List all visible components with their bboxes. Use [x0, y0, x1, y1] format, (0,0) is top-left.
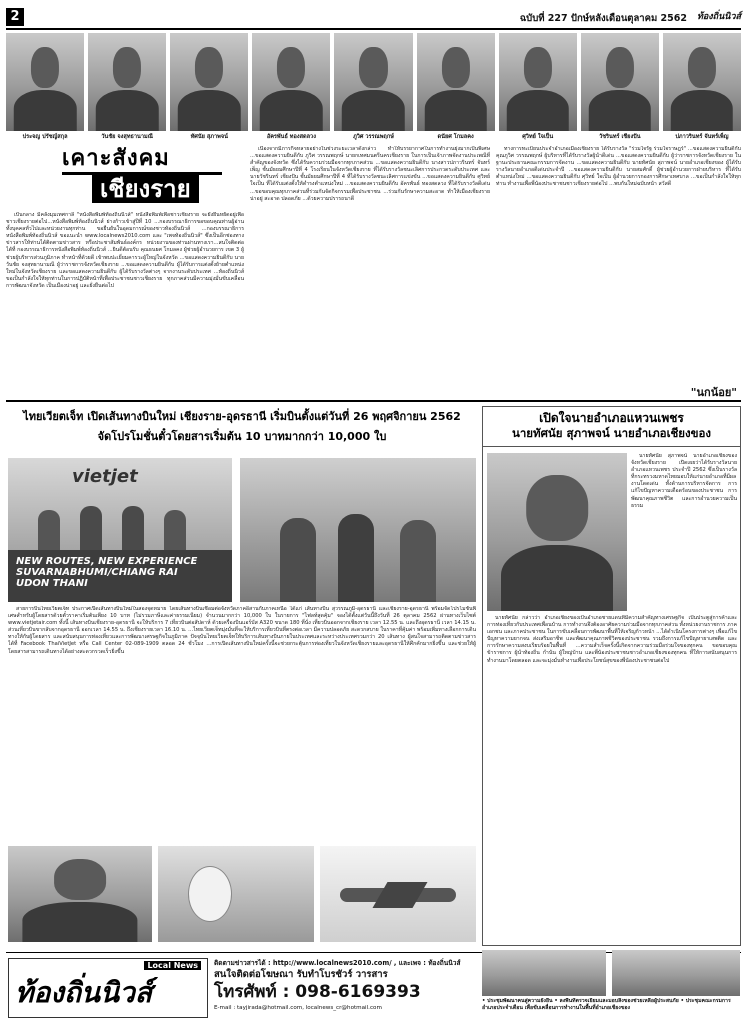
footer-logo [8, 958, 208, 1018]
portrait-caption: ประจญ ปรัชญ์สกุล [22, 134, 68, 140]
portrait-card [88, 33, 166, 143]
footer-email: E-mail : tayjirada@hotmail.com, localnews_cr@hotmail.com [214, 1005, 382, 1011]
footer-photo-caption: • ประชุมพัฒนาคนสู่ความยั่งยืน • ลงพื้นที่ตรวจเยี่ยมและมอบสิ่งของช่วยเหลือผู้ประสบภัย • ประชุมคณะกรมการอำเภอประจำเดือน เพื่อขับเคลื่อนการทำงานในพื้นที่อำเภอเชียงของ [482, 998, 731, 1011]
photo-event-1 [8, 846, 152, 942]
portrait-body [506, 90, 568, 131]
portrait-caption: ดนัยศ โกมลคง [437, 134, 474, 140]
portrait-head [442, 47, 470, 88]
article2-headline-box [483, 407, 740, 447]
footer-logo-main: ท้องถิ่นนิวส์ [15, 976, 152, 1009]
meeting-photo-1 [482, 950, 606, 996]
portrait-head [606, 47, 634, 88]
footer-phone-row [214, 981, 476, 1004]
portrait-head [524, 47, 552, 88]
page-number: 2 [6, 8, 24, 26]
portrait-photo [663, 33, 741, 131]
vietjet-photo-cabin [240, 458, 476, 602]
mascot-shape [188, 866, 232, 922]
article2-portrait [487, 453, 627, 611]
portrait-caption: ปภาวรินทร์ จันทร์เพ็ญ [675, 134, 729, 140]
banner-line-2: SUVARNABHUMI/CHIANG RAI [16, 567, 178, 578]
portrait-caption: อัครพันธ์ ทองสดลวง [266, 134, 316, 140]
header-rule [6, 28, 741, 30]
photo-event-2 [158, 846, 314, 942]
portrait-photo [88, 33, 166, 131]
phone-number: : 098-6169393 [282, 982, 421, 1002]
footer-ad-line: สนใจติดต่อโฆษณา รับทำโบรชัวร์ วารสาร [214, 969, 388, 980]
column-logo-top: เคาะสังคม [62, 146, 222, 175]
portrait-card [663, 33, 741, 143]
portrait-card [499, 33, 577, 143]
portrait-photo [417, 33, 495, 131]
section-rule [6, 400, 741, 402]
article2-body-top: นายทัศนัย สุภาพจน์ นายอำเภอเชียงของ จังหวัดเชียงราย เปิดเผยว่าได้รับรางวัลนายอำเภอแหวนเพชร ประจำปี 2562 ซึ่งเป็นรางวัลที่กระทรวงมหาดไทยมอบให้แก่นายอำเภอที่มีผลงานโดดเด่น ทั้งด้านการบริหารจัดการ การแก้ไขปัญหาความเดือดร้อนของประชาชน การพัฒนาคุณภาพชีวิต และการอำนวยความเป็นธรรม [631, 453, 737, 509]
column-body-right: ทางการทะเบียนประจำอำเภอเมืองเชียงราย ได้รับรางวัล "ร่วมใจรัฐ ร่วมใจราษฎร์" ...ขอแสดงความยินดีกับ คุณภูวิศ วรรณพฤกษ์ ผู้บริหารที่ได้รับรางวัลผู้นำดีเด่น ...ขอแสดงความยินดีกับ ผู้ว่าราชการจังหวัดเชียงราย ในฐานะประธานคณะกรรมการจัดงาน ...ขอแสดงความยินดีกับ นายทัศนัย สุภาพจน์ นายอำเภอเชียงของ ผู้ได้รับรางวัลนายอำเภอดีเด่นประจำปี ...ขอแสดงความยินดีกับ นายสมศักดิ์ ผู้ช่วยผู้อำนวยการฝ่ายบริหาร ที่ได้รับตำแหน่งใหม่ ...ขอแสดงความยินดีกับ ศุวิทย์ ใจเป็น ผู้อำนวยการกองการศึกษาเทศบาล ...ขอเป็นกำลังใจให้ทุกท่าน ทำงานเพื่อพี่น้องประชาชนชาวเชียงรายต่อไป ...พบกันใหม่ฉบับหน้า สวัสดี [496, 146, 741, 188]
article1-headline-2: จัดโปรโมชั่นตั๋วโดยสารเริ่มต้น 10 บาทมากกว่า 10,000 ใบ [97, 430, 387, 443]
banner-line-1: NEW ROUTES, NEW EXPERIENCE [16, 556, 198, 567]
footer-logo-tag: Local News [144, 961, 201, 970]
column-logo [62, 146, 222, 206]
portrait-body [96, 90, 158, 131]
portrait-body [178, 90, 240, 131]
portrait-photo [499, 33, 577, 131]
article2-headline-2: นายทัศนัย สุภาพจน์ นายอำเภอเชียงของ [511, 426, 712, 440]
phone-label: โทรศัพท์ [214, 982, 277, 1002]
portrait-head [277, 47, 305, 88]
portrait-photo [581, 33, 659, 131]
article1-headline-1: ไทยเวียตเจ็ท เปิดเส้นทางบินใหม่ เชียงราย-อุดรธานี เริ่มบินตั้งแต่วันที่ 26 พฤศจิกายน 2562 [23, 410, 461, 423]
header-logo: ท้องถิ่นนิวส์ [696, 12, 741, 22]
column-signature: "นกน้อย" [690, 386, 737, 399]
column-body-middle: เนื่องจากมีภารกิจหลายอย่างในช่วงระยะเวลาดังกล่าว ทำให้บรรยากาศในการทำงานยุ่งมากเป็นพิเศษ ...ขอแสดงความยินดีกับ ภูวิศ วรรณพฤกษ์ นายกเทศมนตรีนครเชียงราย ในการเป็นเจ้าภาพจัดงานประเพณีที่สำคัญของจังหวัด ซึ่งได้รับความร่วมมือจากทุกภาคส่วน ...ขอแสดงความยินดีกับ นางสาวปภาวรินทร์ จันทร์เพ็ญ ชั้นมัธยมศึกษาปีที่ 4 โรงเรียนในจังหวัดเชียงราย ที่ได้รับรางวัลชนะเลิศการประกวดระดับประเทศ และนายวัชรินทร์ เชียงปัน ชั้นมัธยมศึกษาปีที่ 4 ที่ได้รับรางวัลชนะเลิศการแข่งขัน ...ขอแสดงความยินดีกับ ศุวิทย์ ใจเป็น ที่ได้รับแต่งตั้งให้ดำรงตำแหน่งใหม่ ...ขอแสดงความยินดีกับ อัครพันธ์ ทองสดลวง ที่ได้รับรางวัลดีเด่น ...ขอขอบคุณทุกภาคส่วนที่ร่วมกันจัดกิจกรรมเพื่อประชาชน ...ร่วมกันรักษาความสะอาด ทำให้เมืองเชียงรายน่าอยู่ สะอาด ปลอดภัย ...ด้วยความปรารถนาดี [250, 146, 490, 202]
portrait-caption: ศุวิทย์ ใจเป็น [522, 134, 554, 140]
portrait-head [113, 47, 141, 88]
portrait-photo [6, 33, 84, 131]
portrait-card [6, 33, 84, 143]
portrait-body [342, 90, 404, 131]
portrait-body [424, 90, 486, 131]
banner-line-3: UDON THANI [16, 578, 88, 589]
article2-headline-1: เปิดใจนายอำเภอแหวนเพชร [539, 411, 684, 425]
portrait-caption: วันชัย จงสุทธานามณี [101, 134, 153, 140]
passenger-figure [280, 518, 316, 602]
portrait-body [671, 90, 733, 131]
portrait-card [252, 33, 330, 143]
article2-box [482, 406, 741, 946]
portrait-head [195, 47, 223, 88]
meeting-photo-2 [612, 950, 740, 996]
vietjet-photo-crew [8, 458, 232, 602]
portrait-head [359, 47, 387, 88]
portrait-head [31, 47, 59, 88]
portrait-head [688, 47, 716, 88]
portrait-caption: วัชรินทร์ เชียงปัน [599, 134, 641, 140]
footer-photo-box [482, 950, 741, 1020]
page-header [6, 6, 741, 28]
vietjet-logo: vietjet [72, 466, 138, 487]
portrait-caption: ทัศนัย สุภาพจน์ [190, 134, 228, 140]
portrait-card [334, 33, 412, 143]
column-logo-bottom: เชียงราย [92, 175, 199, 203]
airplane-wing [372, 882, 427, 908]
portrait-caption: ภูวิศ วรรณพฤกษ์ [353, 134, 394, 140]
issue-line: ฉบับที่ 227 ปักษ์หลังเดือนตุลาคม 2562 [519, 13, 687, 24]
portrait-strip [6, 33, 741, 143]
portrait-photo [334, 33, 412, 131]
photo-airplane [320, 846, 476, 942]
column-body-left: เป็นกลาง มีคลังมุมเทศกาลี "หนังสือพิมพ์ท้องถิ่นนิวส์" หนังสือพิมพ์เพื่อชาวเชียงราย จะยังยืนหยัดอยู่เพื่อชาวเชียงรายต่อไป...หนังสือพิมพ์ท้องถิ่นนิวส์ ย่างก้าวเข้าสู่ปีที่ 10 ...กองบรรณาธิการขอขอบคุณท่านผู้อ่าน ทั้งบุคคลทั่วไปและหน่วยงานทุกท่าน ขอยืนยันในอุดมการณ์ของชาวท้องถิ่นนิวส์ ...กองบรรณาธิการหนังสือพิมพ์ท้องถิ่นนิวส์ ขอแนะนำ www.localnews2010.com และ "เพจท้องถิ่นนิวส์" ซึ่งเป็นอีกช่องทางข่าวสารให้ท่านได้ติดตามข่าวสาร หรือประชาสัมพันธ์องค์กร หน่วยงานของท่านผ่านทางเรา...สนใจติดต่อได้ที่ กองบรรณาธิการหนังสือพิมพ์ท้องถิ่นนิวส์ ...ยินดีต้อนรับ คุณธนยศ โกมลคง ผู้ช่วยผู้อำนวยการ เขต 3 ผู้ช่วยผู้บริหารส่วนภูมิภาค ทำหน้าที่ด้วยดี เข้าพบปะเยี่ยมคารวะผู้ใหญ่ในจังหวัด ...ขอแสดงความยินดีกับ นายวันชัย จงสุทธานามณี ผู้ว่าราชการจังหวัดเชียงราย ...ขอแสดงความยินดีกับ ผู้ได้รับการแต่งตั้งย้ายตำแหน่งใหม่ในจังหวัดเชียงราย และขอแสดงความยินดีกับ ผู้ได้รับรางวัลต่างๆ จากงานระดับประเทศ ...ท้องถิ่นนิวส์ขอเป็นกำลังใจให้ทุกท่านในการปฏิบัติหน้าที่เพื่อประชาชนชาวเชียงราย ทุกภาคส่วนมีความมุ่งมั่นขับเคลื่อนการพัฒนาจังหวัด เป็นเมืองน่าอยู่ และยั่งยืนต่อไป [6, 212, 244, 289]
portrait-card [417, 33, 495, 143]
article2-body-bottom: นายทัศนัย กล่าวว่า อำเภอเชียงของเป็นอำเภอชายแดนที่มีความสำคัญทางเศรษฐกิจ เป็นประตูสู่การค้าและการท่องเที่ยวกับประเทศเพื่อนบ้าน การทำงานจึงต้องอาศัยความร่วมมือจากทุกภาคส่วน ทั้งหน่วยงานราชการ ภาคเอกชน และภาคประชาชน ในการขับเคลื่อนการพัฒนาพื้นที่ให้เจริญก้าวหน้า ...ได้ดำเนินโครงการต่างๆ เพื่อแก้ไขปัญหาความยากจน ส่งเสริมอาชีพ และพัฒนาคุณภาพชีวิตของประชาชน รวมถึงการแก้ไขปัญหายาเสพติด และการรักษาความสงบเรียบร้อยในพื้นที่ ...ความสำเร็จครั้งนี้เกิดจากความร่วมมือร่วมใจของทุกคน ขอขอบคุณข้าราชการ ผู้นำท้องถิ่น กำนัน ผู้ใหญ่บ้าน และพี่น้องประชาชนชาวอำเภอเชียงของทุกคน ที่ให้การสนับสนุนการทำงานมาโดยตลอด และจะมุ่งมั่นทำงานเพื่อประโยชน์สุขของพี่น้องประชาชนต่อไป [487, 615, 737, 664]
portrait-photo [252, 33, 330, 131]
article1-body: สายการบินไทยเวียตเจ็ท ประกาศเปิดเส้นทางบินใหม่ในสองจุดหมาย โดยเส้นทางบินเชื่อมต่อจังหวัดภาคอีสานกับภาคเหนือ ได้แก่ เส้นทางบิน สุวรรณภูมิ-อุดรธานี และเชียงราย-อุดรธานี พร้อมจัดโปรโมชั่นพิเศษสำหรับผู้โดยสารด้วยตั๋วราคาเริ่มต้นเพียง 10 บาท (ไม่รวมภาษีและค่าธรรมเนียม) จำนวนมากกว่า 10,000 ใบ ในรายการ "ไฟลท์สุดคุ้ม" จองได้ตั้งแต่วันนี้ถึงวันที่ 26 ตุลาคม 2562 ผ่านทางเว็บไซต์ www.vietjetair.com ทั้งนี้ เส้นทางบินเชียงราย-อุดรธานี จะให้บริการ 7 เที่ยวบินต่อสัปดาห์ ด้วยเครื่องบินแอร์บัส A320 ขนาด 180 ที่นั่ง เที่ยวบินออกจากเชียงราย เวลา 12.55 น. และถึงอุดรธานี เวลา 14.15 น. ส่วนเที่ยวบินขากลับจากอุดรธานี ออกเวลา 14.55 น. ถึงเชียงรายเวลา 16.10 น. ...ไทยเวียตเจ็ทมุ่งมั่นที่จะให้บริการเที่ยวบินที่ตรงต่อเวลา มีความปลอดภัย สะดวกสบาย ในราคาที่คุ้มค่า พร้อมเพิ่มทางเลือกการเดินทางให้กับผู้โดยสาร และสนับสนุนการท่องเที่ยวและการพัฒนาเศรษฐกิจในภูมิภาค ปัจจุบันไทยเวียตเจ็ทให้บริการเส้นทางบินภายในประเทศและระหว่างประเทศรวมกว่า 20 เส้นทาง ผู้สนใจสามารถติดตามข่าวสารได้ที่ Facebook ThaiVietJet หรือ Call Center 02-089-1909 ตลอด 24 ชั่วโมง ...การเปิดเส้นทางบินใหม่ครั้งนี้จะช่วยกระตุ้นการท่องเที่ยวในจังหวัดเชียงรายและอุดรธานีให้คึกคักมากยิ่งขึ้น และช่วยให้ผู้โดยสารสามารถเดินทางได้อย่างสะดวกรวดเร็วยิ่งขึ้น [8, 606, 476, 655]
portrait-card [581, 33, 659, 143]
footer-contact-box [214, 958, 476, 1018]
footer-contact-line: ติดตามข่าวสารได้ : http://www.localnews2010.com/ , และเพจ : ท้องถิ่นนิวส์ [214, 959, 461, 967]
portrait-body [260, 90, 322, 131]
portrait-body [589, 90, 651, 131]
portrait-photo [170, 33, 248, 131]
passenger-figure [400, 520, 436, 602]
portrait-body [14, 90, 76, 131]
photo-banner [8, 550, 232, 602]
passenger-figure [338, 514, 374, 602]
portrait-card [170, 33, 248, 143]
